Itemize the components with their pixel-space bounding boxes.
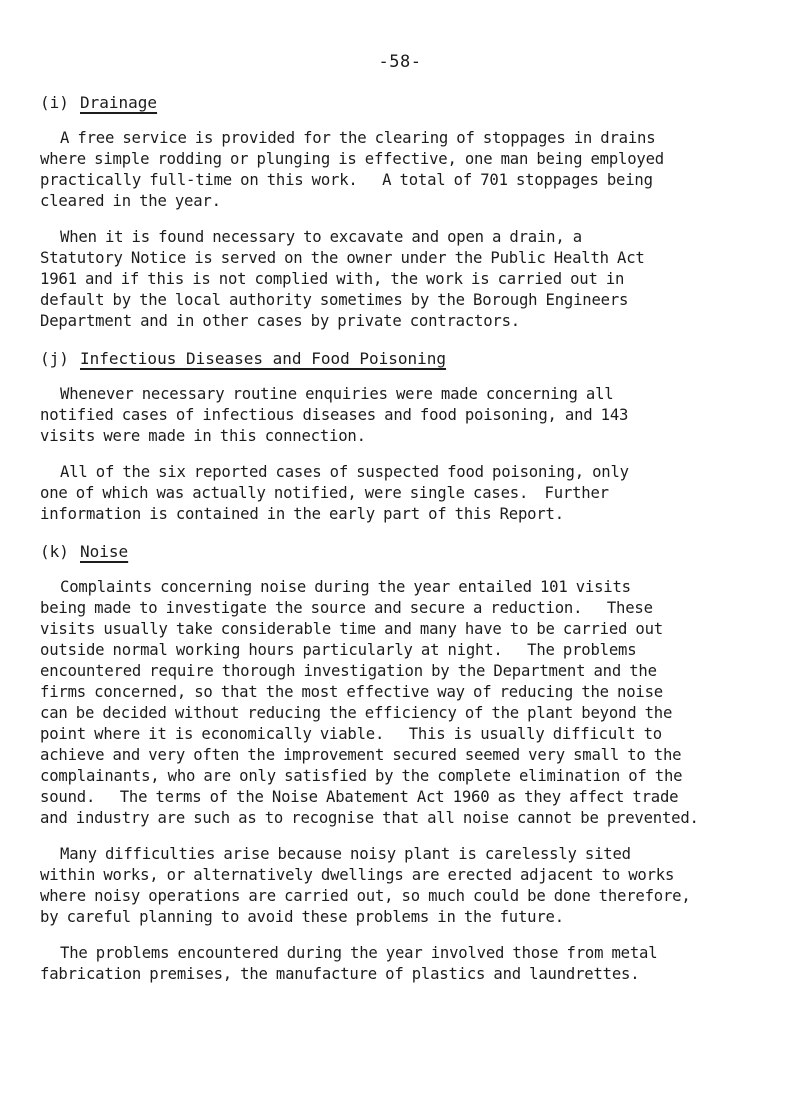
paragraph-line: visits usually take considerable time and many have to be carried out — [40, 620, 663, 638]
section-title: Infectious Diseases and Food Poisoning — [80, 349, 447, 368]
paragraph-line: 1961 and if this is not complied with, the work is carried out in — [40, 270, 625, 288]
section-marker: (j) — [40, 349, 69, 368]
paragraph-line: cleared in the year. — [40, 192, 221, 210]
paragraph-line: and industry are such as to recognise that all noise cannot be prevented. — [40, 809, 699, 827]
paragraph-line: Many difficulties arise because noisy plant is carelessly sited — [60, 845, 631, 863]
paragraph — [40, 943, 770, 985]
document-body — [40, 92, 770, 985]
section-marker: (k) — [40, 542, 69, 561]
paragraph — [40, 462, 770, 525]
paragraph-line: When it is found necessary to excavate and open a drain, a — [60, 228, 582, 246]
section-marker: (i) — [40, 93, 69, 112]
paragraph-line: Statutory Notice is served on the owner under the Public Health Act — [40, 249, 645, 267]
paragraph — [40, 844, 770, 928]
paragraph-line: sound. The terms of the Noise Abatement Act 1960 as they affect trade — [40, 788, 679, 806]
paragraph-line: Whenever necessary routine enquiries were made concerning all — [60, 385, 614, 403]
paragraph-line: practically full-time on this work. A total of 701 stoppages being — [40, 171, 653, 189]
paragraph-line: All of the six reported cases of suspected food poisoning, only — [60, 463, 629, 481]
paragraph-line: visits were made in this connection. — [40, 427, 366, 445]
paragraph-line: can be decided without reducing the efficiency of the plant beyond the — [40, 704, 673, 722]
paragraph-line: A free service is provided for the clearing of stoppages in drains — [60, 129, 656, 147]
paragraph-line: information is contained in the early part of this Report. — [40, 505, 564, 523]
paragraph-line: one of which was actually notified, were single cases. Further — [40, 484, 609, 502]
section-heading — [40, 92, 770, 114]
paragraph-line: default by the local authority sometimes by the Borough Engineers — [40, 291, 629, 309]
section-heading — [40, 348, 770, 370]
paragraph — [40, 128, 770, 212]
section-title: Noise — [80, 542, 129, 561]
paragraph-line: by careful planning to avoid these problems in the future. — [40, 908, 564, 926]
paragraph — [40, 227, 770, 332]
paragraph-line: complainants, who are only satisfied by the complete elimination of the — [40, 767, 683, 785]
page-number: -58- — [378, 52, 422, 72]
paragraph-line: achieve and very often the improvement secured seemed very small to the — [40, 746, 682, 764]
paragraph-line: where simple rodding or plunging is effective, one man being employed — [40, 150, 664, 168]
paragraph-line: Complaints concerning noise during the year entailed 101 visits — [60, 578, 631, 596]
paragraph-line: point where it is economically viable. This is usually difficult to — [40, 725, 662, 743]
paragraph-line: notified cases of infectious diseases and food poisoning, and 143 — [40, 406, 629, 424]
paragraph — [40, 577, 770, 829]
paragraph — [40, 384, 770, 447]
paragraph-line: outside normal working hours particularly at night. The problems — [40, 641, 637, 659]
paragraph-line: Department and in other cases by private contractors. — [40, 312, 520, 330]
paragraph-line: fabrication premises, the manufacture of plastics and laundrettes. — [40, 965, 640, 983]
paragraph-line: The problems encountered during the year involved those from metal — [60, 944, 658, 962]
paragraph-line: where noisy operations are carried out, so much could be done therefore, — [40, 887, 691, 905]
paragraph-line: encountered require thorough investigation by the Department and the — [40, 662, 657, 680]
paragraph-line: firms concerned, so that the most effective way of reducing the noise — [40, 683, 663, 701]
paragraph-line: being made to investigate the source and secure a reduction. These — [40, 599, 653, 617]
section-heading — [40, 541, 770, 563]
paragraph-line: within works, or alternatively dwellings are erected adjacent to works — [40, 866, 675, 884]
section-title: Drainage — [80, 93, 158, 112]
